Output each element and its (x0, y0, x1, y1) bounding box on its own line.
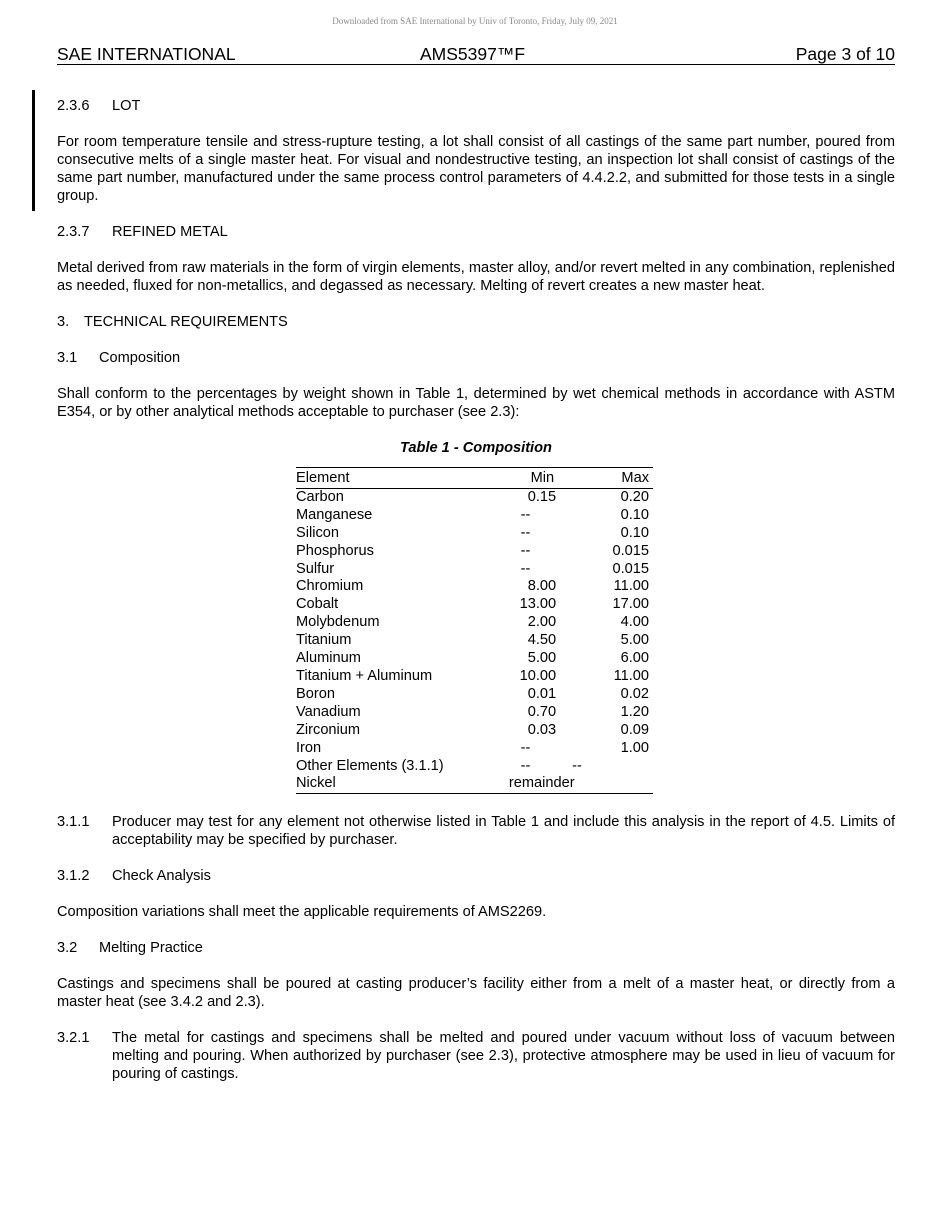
section-2-3-6-heading (57, 97, 895, 115)
max-cell: 5.00 (620, 632, 649, 649)
element-cell: Nickel (296, 775, 495, 793)
section-number: 3.1.2 (57, 868, 90, 885)
max-cell: 4.00 (620, 614, 649, 631)
min-cell: 2.00 (527, 614, 557, 631)
column-header-min: Min (495, 468, 556, 489)
min-cell: -- (520, 560, 531, 577)
table-row (296, 686, 653, 704)
section-2-3-7-heading (57, 223, 895, 241)
max-cell: 0.10 (620, 524, 649, 541)
min-cell: 10.00 (519, 667, 557, 684)
element-cell: Iron (296, 739, 322, 756)
section-number: 3. (57, 314, 70, 330)
section-3-1-1 (57, 813, 895, 849)
table-row (296, 704, 653, 722)
table-row (296, 488, 653, 506)
table-row (296, 632, 653, 650)
max-cell: 0.015 (612, 560, 649, 577)
table-row (296, 578, 653, 596)
element-cell: Sulfur (296, 560, 335, 577)
min-cell: -- (520, 542, 531, 559)
section-3-1-body: Shall conform to the percentages by weight shown in Table 1, determined by wet chemical methods in accordance with ASTM E354, or by other analytical methods acceptable to purchaser (see 2.3): (57, 386, 895, 420)
element-cell: Silicon (296, 524, 339, 541)
table-row (296, 668, 653, 686)
revision-change-bar (32, 90, 35, 211)
element-cell: Aluminum (296, 650, 361, 667)
column-header-element: Element (296, 468, 495, 489)
element-cell: Chromium (296, 578, 364, 595)
section-number: 3.2 (57, 940, 78, 957)
table-header-row (296, 468, 653, 489)
remainder-cell: remainder (495, 775, 653, 793)
table-row (296, 650, 653, 668)
table-row (296, 507, 653, 525)
element-cell: Titanium + Aluminum (296, 667, 433, 684)
header-organization: SAE INTERNATIONAL (57, 44, 236, 64)
page-header (57, 44, 895, 65)
section-body: The metal for castings and specimens shall be melted and poured under vacuum without loss of vacuum between melting and pouring. When authorized by purchaser (see 2.3), protective atmosphere may be used in lieu of vacuum for pouring of castings. (112, 1030, 895, 1083)
table-row (296, 596, 653, 614)
document-body (57, 97, 895, 1083)
section-2-3-7-body: Metal derived from raw materials in the form of virgin elements, master alloy, and/or revert melted in any combination, replenished as needed, fluxed for non-metallics, and degassed as necessary. Melting of revert creates a new master heat. (57, 260, 895, 294)
composition-table (296, 467, 653, 794)
table-row (296, 722, 653, 740)
section-3-heading (57, 313, 895, 331)
element-cell: Zirconium (296, 721, 361, 738)
section-number: 3.1 (57, 350, 78, 366)
table-row (296, 758, 653, 776)
section-title: LOT (112, 98, 141, 114)
max-cell: 1.20 (620, 703, 649, 720)
section-title: Check Analysis (112, 868, 211, 885)
element-cell: Phosphorus (296, 542, 374, 559)
element-cell: Carbon (296, 488, 344, 505)
element-cell: Molybdenum (296, 614, 380, 631)
max-cell: 0.20 (620, 488, 649, 505)
section-number: 3.2.1 (57, 1030, 90, 1047)
min-cell: -- (520, 739, 531, 756)
element-cell: Manganese (296, 506, 373, 523)
max-cell: 0.09 (620, 721, 649, 738)
section-body: Producer may test for any element not otherwise listed in Table 1 and include this analysis in the report of 4.5. Limits of acceptability may be specified by purchaser. (112, 814, 895, 849)
section-3-2-body: Castings and specimens shall be poured at casting producer’s facility either from a melt of a master heat, or directly from a master heat (see 3.4.2 and 2.3). (57, 976, 895, 1011)
element-cell: Other Elements (3.1.1) (296, 757, 444, 774)
section-3-1-2-body: Composition variations shall meet the applicable requirements of AMS2269. (57, 904, 547, 921)
section-3-2-1 (57, 1029, 895, 1083)
header-page-number: Page 3 of 10 (795, 44, 895, 64)
table-row (296, 775, 653, 793)
download-watermark: Downloaded from SAE International by Univ of Toronto, Friday, July 09, 2021 (332, 16, 618, 26)
element-cell: Cobalt (296, 596, 339, 613)
section-title: Melting Practice (99, 940, 203, 957)
element-cell: Vanadium (296, 703, 361, 720)
min-cell: 0.70 (527, 703, 557, 720)
section-number: 2.3.6 (57, 98, 90, 114)
section-title: Composition (99, 350, 181, 366)
min-cell: 5.00 (527, 650, 557, 667)
max-cell: 1.00 (620, 739, 649, 756)
column-header-max: Max (556, 468, 653, 489)
table-row (296, 614, 653, 632)
section-2-3-6-body: For room temperature tensile and stress-rupture testing, a lot shall consist of all castings of the same part number, poured from consecutive melts of a single master heat. For visual and nondestructive testing, an inspection lot shall consist of castings of the same part number, manufactured under the same process control parameters of 4.4.2.2, and submitted for those tests in a single group. (57, 134, 895, 204)
section-title: REFINED METAL (112, 224, 228, 240)
max-cell: 17.00 (612, 596, 649, 613)
min-cell: 0.15 (527, 488, 557, 505)
max-cell: -- (572, 757, 582, 774)
min-cell: 8.00 (527, 578, 557, 595)
table-row (296, 561, 653, 579)
min-cell: -- (520, 506, 531, 523)
element-cell: Boron (296, 685, 335, 702)
max-cell: 0.015 (612, 542, 649, 559)
section-3-2-heading (57, 939, 895, 957)
header-document-id: AMS5397™F (420, 44, 526, 64)
section-title: TECHNICAL REQUIREMENTS (84, 314, 288, 330)
section-3-1-2-heading (57, 867, 895, 885)
table-1-caption: Table 1 - Composition (400, 440, 552, 456)
max-cell: 11.00 (613, 667, 649, 684)
max-cell: 0.10 (620, 506, 649, 523)
table-row (296, 543, 653, 561)
element-cell: Titanium (296, 632, 352, 649)
max-cell: 11.00 (613, 578, 649, 595)
section-3-1-heading (57, 349, 895, 367)
table-row (296, 525, 653, 543)
max-cell: 6.00 (620, 650, 649, 667)
table-row (296, 740, 653, 758)
min-cell: 0.03 (527, 721, 557, 738)
min-cell: 0.01 (527, 685, 557, 702)
max-cell: 0.02 (620, 685, 649, 702)
section-number: 3.1.1 (57, 814, 90, 831)
section-number: 2.3.7 (57, 224, 90, 240)
min-cell: 4.50 (527, 632, 557, 649)
min-cell: -- (520, 524, 531, 541)
min-cell: -- (520, 757, 531, 774)
min-cell: 13.00 (519, 596, 557, 613)
